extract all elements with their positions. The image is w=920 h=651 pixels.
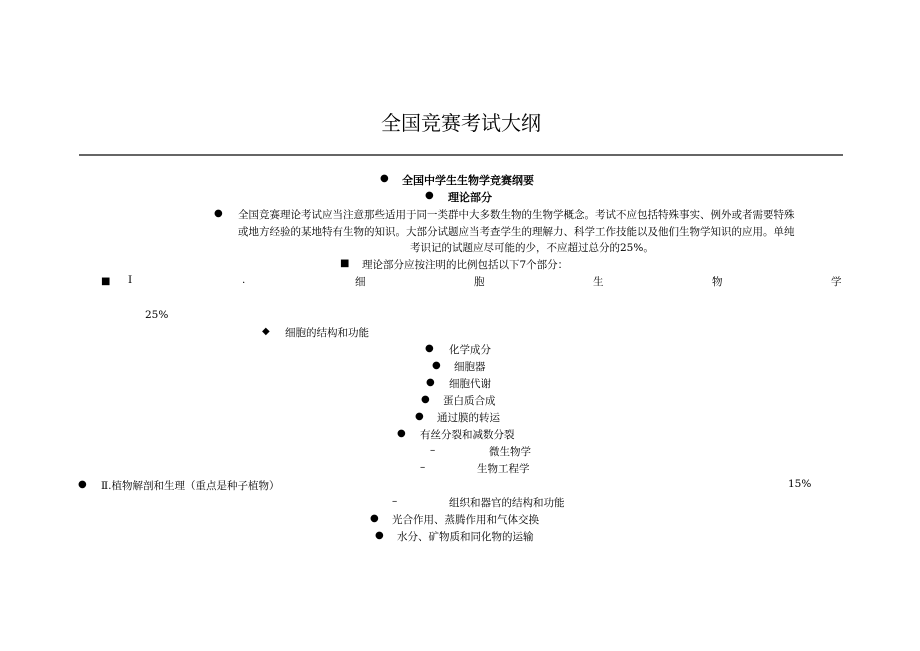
bullet-icon: ● [425, 343, 434, 354]
heading-theory-part: 理论部分 [448, 191, 492, 204]
heading-competition-outline: 全国中学生生物学竞赛纲要 [402, 174, 534, 187]
bullet-icon: ● [432, 360, 441, 371]
bullet-icon: ● [370, 513, 379, 524]
bullet-icon: ● [214, 208, 223, 219]
list-item: 生物工程学 [477, 463, 530, 475]
section1-char: 胞 [474, 276, 485, 288]
bullet-icon: ● [375, 530, 384, 541]
section1-char: 学 [831, 276, 842, 288]
dash-icon: – [392, 495, 398, 507]
list-item: 有丝分裂和减数分裂 [420, 429, 515, 441]
para-line-2: 或地方经验的某地特有生物的知识。大部分试题应当考查学生的理解力、科学工作技能以及他们生物学知识的应用。单纯 [238, 226, 795, 238]
list-item: 细胞器 [454, 361, 486, 373]
bullet-icon: ● [425, 190, 434, 201]
bullet-icon: ● [426, 377, 435, 388]
page-title: 全国竞赛考试大纲 [381, 111, 541, 135]
section2-label: Ⅱ.植物解剖和生理（重点是种子植物） [101, 480, 280, 492]
square-bullet-icon: ■ [101, 276, 111, 287]
section1-char: 细 [355, 276, 366, 288]
list-item: 蛋白质合成 [443, 395, 496, 407]
proportion-line: 理论部分应按注明的比例包括以下7个部分： [362, 259, 569, 271]
section1-topic: 细胞的结构和功能 [285, 327, 369, 339]
list-item: 水分、矿物质和同化物的运输 [397, 531, 534, 543]
section1-dot: . [242, 274, 246, 286]
diamond-bullet-icon: ◆ [262, 326, 270, 337]
list-item: 微生物学 [489, 446, 531, 458]
section1-percent: 25% [145, 309, 169, 321]
section1-char: 物 [712, 276, 723, 288]
title-divider [79, 154, 843, 156]
bullet-icon: ● [78, 479, 87, 490]
bullet-icon: ● [415, 411, 424, 422]
list-item: 细胞代谢 [449, 378, 491, 390]
dash-icon: – [430, 444, 436, 456]
para-line-1: 全国竞赛理论考试应当注意那些适用于同一类群中大多数生物的生物学概念。考试不应包括特殊事实、例外或者需要特殊 [238, 209, 795, 221]
section2-percent: 15% [788, 478, 812, 490]
square-bullet-icon: ■ [340, 258, 350, 269]
dash-icon: – [420, 461, 426, 473]
bullet-icon: ● [380, 173, 389, 184]
section1-char: 生 [593, 276, 604, 288]
bullet-icon: ● [421, 394, 430, 405]
list-item: 通过膜的转运 [437, 412, 500, 424]
para-line-3: 考识记的试题应尽可能的少，不应超过总分的25%。 [410, 242, 654, 254]
list-item: 光合作用、蒸腾作用和气体交换 [392, 514, 539, 526]
bullet-icon: ● [397, 428, 406, 439]
list-item: 化学成分 [449, 344, 491, 356]
list-item: 组织和器官的结构和功能 [449, 497, 565, 509]
section1-numeral: I [128, 274, 133, 286]
